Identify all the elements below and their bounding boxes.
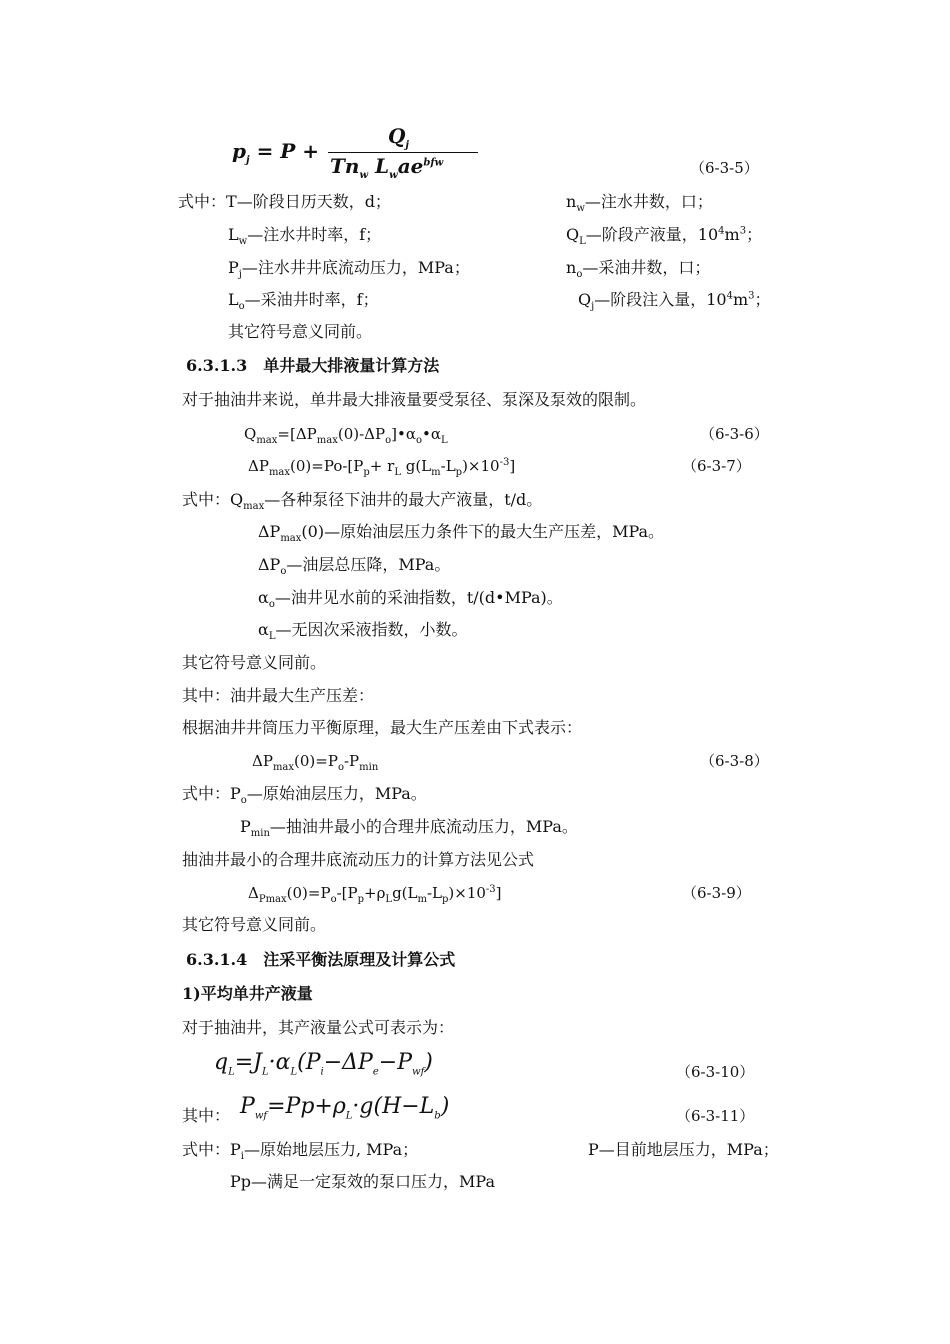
equation-number: （6-3-7） bbox=[682, 457, 751, 475]
equation-number: （6-3-5） bbox=[690, 159, 759, 177]
formula-denominator: $Tn_w$ $L_wae^{bfw}$ bbox=[330, 154, 444, 181]
text-line: $\Delta P_o—$油层总压降，MPa。 bbox=[258, 555, 451, 578]
text-line: $\alpha_o—$油井见水前的采油指数，t/(d•MPa)。 bbox=[258, 588, 563, 611]
formula-6-3-7: $\Delta P_{max}(0)=Po-[P_p+ r_L$ $g(L_m-L_p)\times 10^{-3}$] bbox=[248, 457, 516, 478]
fraction-bar bbox=[328, 152, 478, 153]
text-line: 式中：$P_i—$原始地层压力, MPa； bbox=[182, 1140, 419, 1163]
text-line: 对于抽油井，其产液量公式可表示为： bbox=[182, 1018, 455, 1037]
section-heading: 6.3.1.4 注采平衡法原理及计算公式 bbox=[186, 950, 456, 969]
text-line: $P_{min}—$抽油井最小的合理井底流动压力，MPa。 bbox=[240, 817, 578, 840]
text-line: 其它符号意义同前。 bbox=[182, 915, 327, 934]
formula-lhs: $p_j = P$ + bbox=[232, 139, 320, 166]
equation-number: （6-3-6） bbox=[700, 425, 769, 443]
text-line: 式中：T—阶段日历天数，d； bbox=[178, 192, 391, 211]
text-line: 式中：$Q_{max}—$各种泵径下油井的最大产液量，t/d。 bbox=[182, 490, 543, 513]
text-line: $\Delta P_{max}(0)—$原始油层压力条件下的最大生产压差，MPa。 bbox=[258, 522, 665, 545]
formula-numerator: $Q_j$ bbox=[388, 124, 410, 151]
text-line: P—目前地层压力，MPa； bbox=[588, 1140, 779, 1159]
text-line: Pp—满足一定泵效的泵口压力，MPa bbox=[230, 1172, 495, 1191]
equation-number: （6-3-8） bbox=[700, 752, 769, 770]
equation-number: （6-3-11） bbox=[676, 1107, 755, 1125]
text-line: 其它符号意义同前。 bbox=[228, 322, 373, 341]
text-line: 抽油井最小的合理井底流动压力的计算方法见公式 bbox=[182, 850, 535, 869]
text-line: $Q_j—$阶段注入量，$10^4m^3$； bbox=[578, 290, 771, 313]
text-line: $L_o—$采油井时率，f； bbox=[228, 290, 379, 313]
text-line: 其它符号意义同前。 bbox=[182, 653, 327, 672]
formula-6-3-6: $Q_{max}=[\Delta P_{max}(0)-\Delta P_o]•\alpha_o•\alpha_L$ bbox=[244, 425, 448, 446]
text-line: $n_w—$注水井数，口； bbox=[566, 192, 713, 215]
text-line: 式中：$P_o—$原始油层压力，MPa。 bbox=[182, 784, 427, 807]
text-line: 其中： bbox=[182, 1106, 231, 1125]
section-heading: 6.3.1.3 单井最大排液量计算方法 bbox=[186, 356, 440, 375]
formula-6-3-9: $\Delta_{Pmax}(0)=P_o-[P_p+\rho_Lg(L_m-L_p)\times 10^{-3}]$ bbox=[248, 884, 502, 905]
formula-6-3-5 bbox=[232, 124, 482, 184]
equation-number: （6-3-10） bbox=[676, 1063, 755, 1081]
formula-6-3-8: $\Delta P_{max}(0)=P_o-P_{min}$ bbox=[252, 752, 379, 773]
formula-6-3-11: $P_{wf}=Pp+\rho_L\cdot g(H-L_b)$ bbox=[240, 1094, 450, 1122]
subsection-heading: 1)平均单井产液量 bbox=[182, 984, 313, 1003]
text-line: $n_o—$采油井数，口； bbox=[566, 258, 711, 281]
text-line: 其中：油井最大生产压差： bbox=[182, 686, 375, 705]
formula-6-3-10: $q_L=J_L\cdot\alpha_L(P_i-\Delta P_e-P_{wf})$ bbox=[214, 1050, 433, 1078]
text-line: $\alpha_L—$无因次采液指数，小数。 bbox=[258, 620, 468, 643]
text-line: $L_w—$注水井时率，f； bbox=[228, 225, 382, 248]
text-line: 根据油井井筒压力平衡原理，最大生产压差由下式表示： bbox=[182, 718, 583, 737]
text-line: 对于抽油井来说，单井最大排液量要受泵径、泵深及泵效的限制。 bbox=[182, 390, 647, 409]
text-line: $Q_L—$阶段产液量，$10^4m^3$； bbox=[566, 225, 763, 248]
text-line: $P_j—$注水井井底流动压力，MPa； bbox=[228, 258, 470, 281]
equation-number: （6-3-9） bbox=[682, 884, 751, 902]
